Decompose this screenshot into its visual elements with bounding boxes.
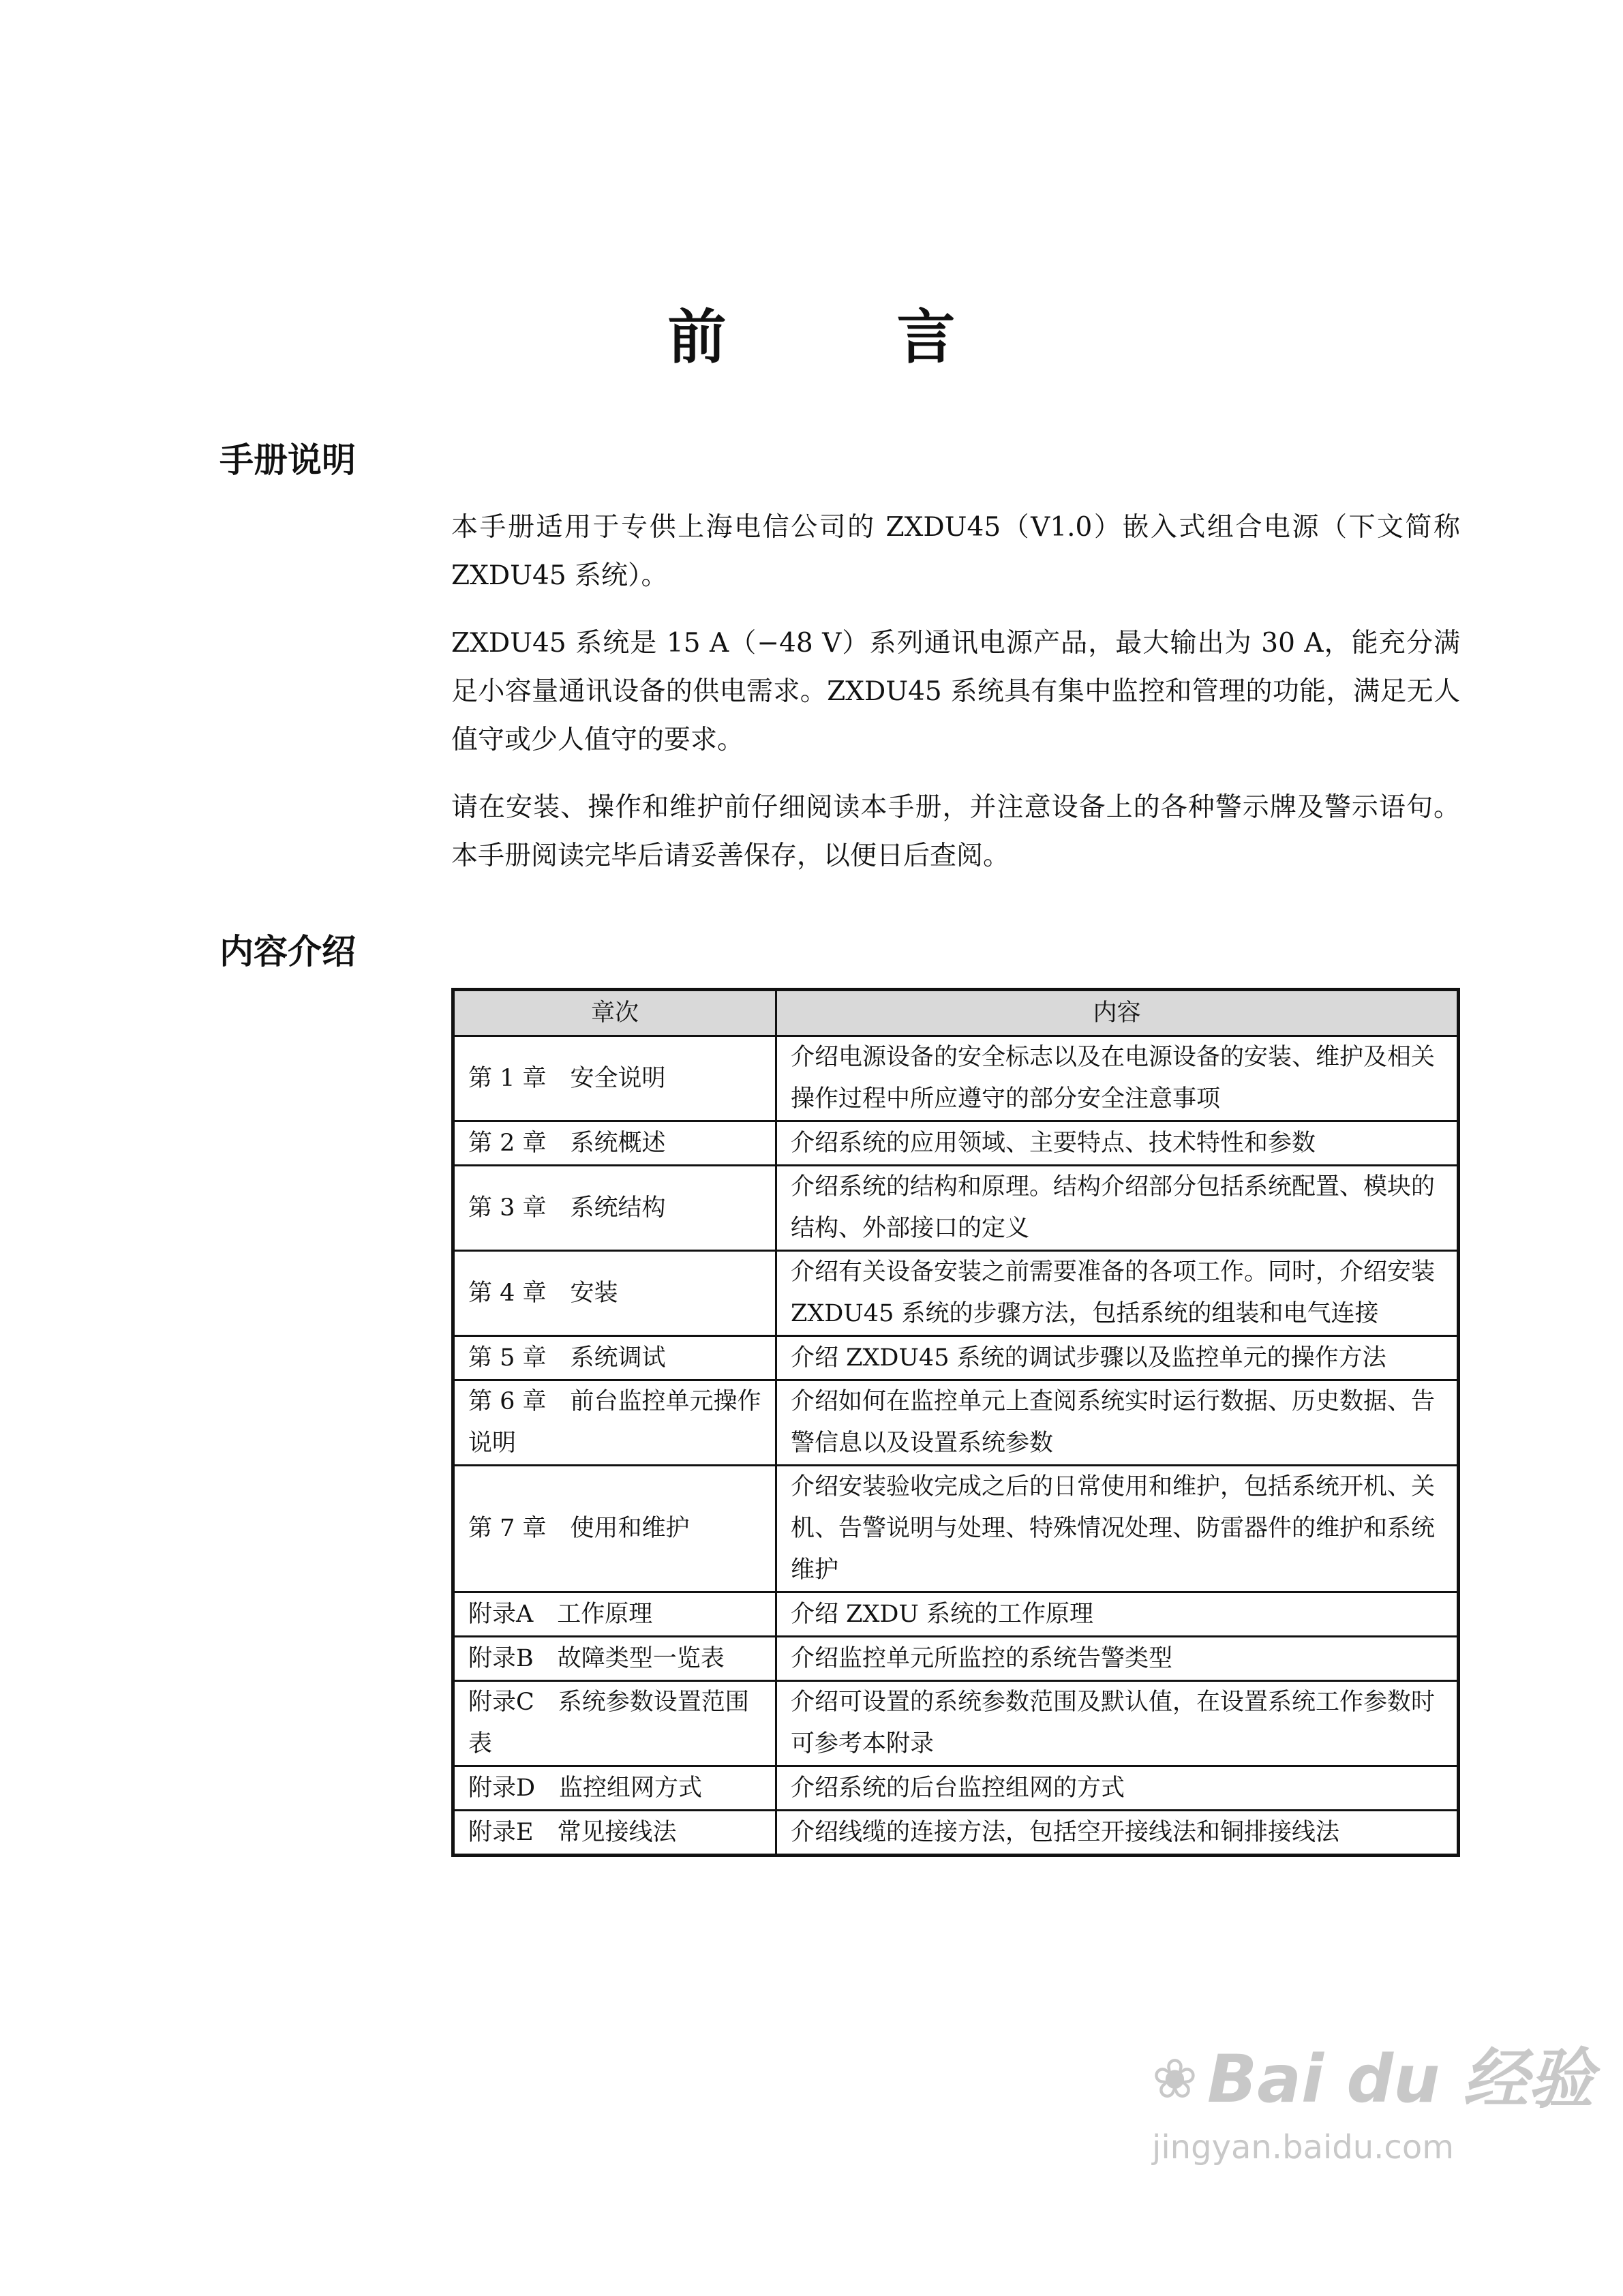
paragraph: ZXDU45 系统是 15 A（−48 V）系列通讯电源产品，最大输出为 30 A，能充分满足小容量通讯设备的供电需求。ZXDU45 系统具有集中监控和管理的功能，满足无人值守或少人值守的要求。	[451, 628, 1460, 755]
baidu-jingyan-watermark	[1152, 2038, 1594, 2168]
section-heading-contents: 内容介绍	[219, 932, 356, 971]
content-cell: 介绍系统的应用领域、主要特点、技术特性和参数	[776, 1121, 1459, 1166]
table-row	[453, 1380, 1459, 1466]
table-row	[453, 1121, 1459, 1166]
chapter-cell: 附录C 系统参数设置范围表	[453, 1681, 776, 1766]
chapter-cell: 第 3 章 系统结构	[453, 1166, 776, 1251]
table-row	[453, 1251, 1459, 1336]
section-heading-manual: 手册说明	[219, 440, 356, 480]
table-row	[453, 1592, 1459, 1637]
header-content: 内容	[776, 990, 1459, 1036]
table-row	[453, 1036, 1459, 1121]
content-cell: 介绍安装验收完成之后的日常使用和维护，包括系统开机、关机、告警说明与处理、特殊情况处理、防雷器件的维护和系统维护	[776, 1466, 1459, 1592]
content-cell: 介绍系统的后台监控组网的方式	[776, 1766, 1459, 1811]
watermark-url: jingyan.baidu.com	[1152, 2128, 1454, 2166]
table-row	[453, 1166, 1459, 1251]
chapter-cell: 第 6 章 前台监控单元操作说明	[453, 1380, 776, 1466]
content-cell: 介绍系统的结构和原理。结构介绍部分包括系统配置、模块的结构、外部接口的定义	[776, 1166, 1459, 1251]
content-cell: 介绍监控单元所监控的系统告警类型	[776, 1637, 1459, 1681]
content-cell: 介绍 ZXDU 系统的工作原理	[776, 1592, 1459, 1637]
paw-icon: ❀	[1152, 2047, 1198, 2111]
content-cell: 介绍电源设备的安全标志以及在电源设备的安装、维护及相关操作过程中所应遵守的部分安全注意事项	[776, 1036, 1459, 1121]
paragraph: 请在安装、操作和维护前仔细阅读本手册，并注意设备上的各种警示牌及警示语句。本手册阅读完毕后请妥善保存，以便日后查阅。	[451, 792, 1460, 871]
content-cell: 介绍有关设备安装之前需要准备的各项工作。同时，介绍安装 ZXDU45 系统的步骤方法，包括系统的组装和电气连接	[776, 1251, 1459, 1336]
chapter-cell: 第 5 章 系统调试	[453, 1336, 776, 1380]
chapter-cell: 附录D 监控组网方式	[453, 1766, 776, 1811]
table-row	[453, 1811, 1459, 1856]
table-header-row	[453, 990, 1459, 1036]
table-row	[453, 1637, 1459, 1681]
content-cell: 介绍如何在监控单元上查阅系统实时运行数据、历史数据、告警信息以及设置系统参数	[776, 1380, 1459, 1466]
content-cell: 介绍可设置的系统参数范围及默认值，在设置系统工作参数时可参考本附录	[776, 1681, 1459, 1766]
chapter-cell: 附录A 工作原理	[453, 1592, 776, 1637]
header-chapter: 章次	[453, 990, 776, 1036]
paragraph: 本手册适用于专供上海电信公司的 ZXDU45（V1.0）嵌入式组合电源（下文简称 ZXDU45 系统）。	[451, 512, 1460, 591]
table-row	[453, 1766, 1459, 1811]
content-cell: 介绍线缆的连接方法，包括空开接线法和铜排接线法	[776, 1811, 1459, 1856]
table-row	[453, 1466, 1459, 1592]
chapter-cell: 第 4 章 安装	[453, 1251, 776, 1336]
table-row	[453, 1681, 1459, 1766]
page-title: 前 言	[667, 303, 1031, 372]
table-row	[453, 1336, 1459, 1380]
watermark-logo-row	[1152, 2038, 1594, 2120]
chapter-cell: 附录B 故障类型一览表	[453, 1637, 776, 1681]
chapter-cell: 第 7 章 使用和维护	[453, 1466, 776, 1592]
manual-paragraphs	[219, 503, 1460, 880]
chapter-cell: 第 1 章 安全说明	[453, 1036, 776, 1121]
chapter-cell: 附录E 常见接线法	[453, 1811, 776, 1856]
content-cell: 介绍 ZXDU45 系统的调试步骤以及监控单元的操作方法	[776, 1336, 1459, 1380]
contents-table	[451, 988, 1460, 1857]
page-body	[219, 436, 1460, 1857]
chapter-cell: 第 2 章 系统概述	[453, 1121, 776, 1166]
watermark-brand: Bai du 经验	[1207, 2041, 1594, 2117]
